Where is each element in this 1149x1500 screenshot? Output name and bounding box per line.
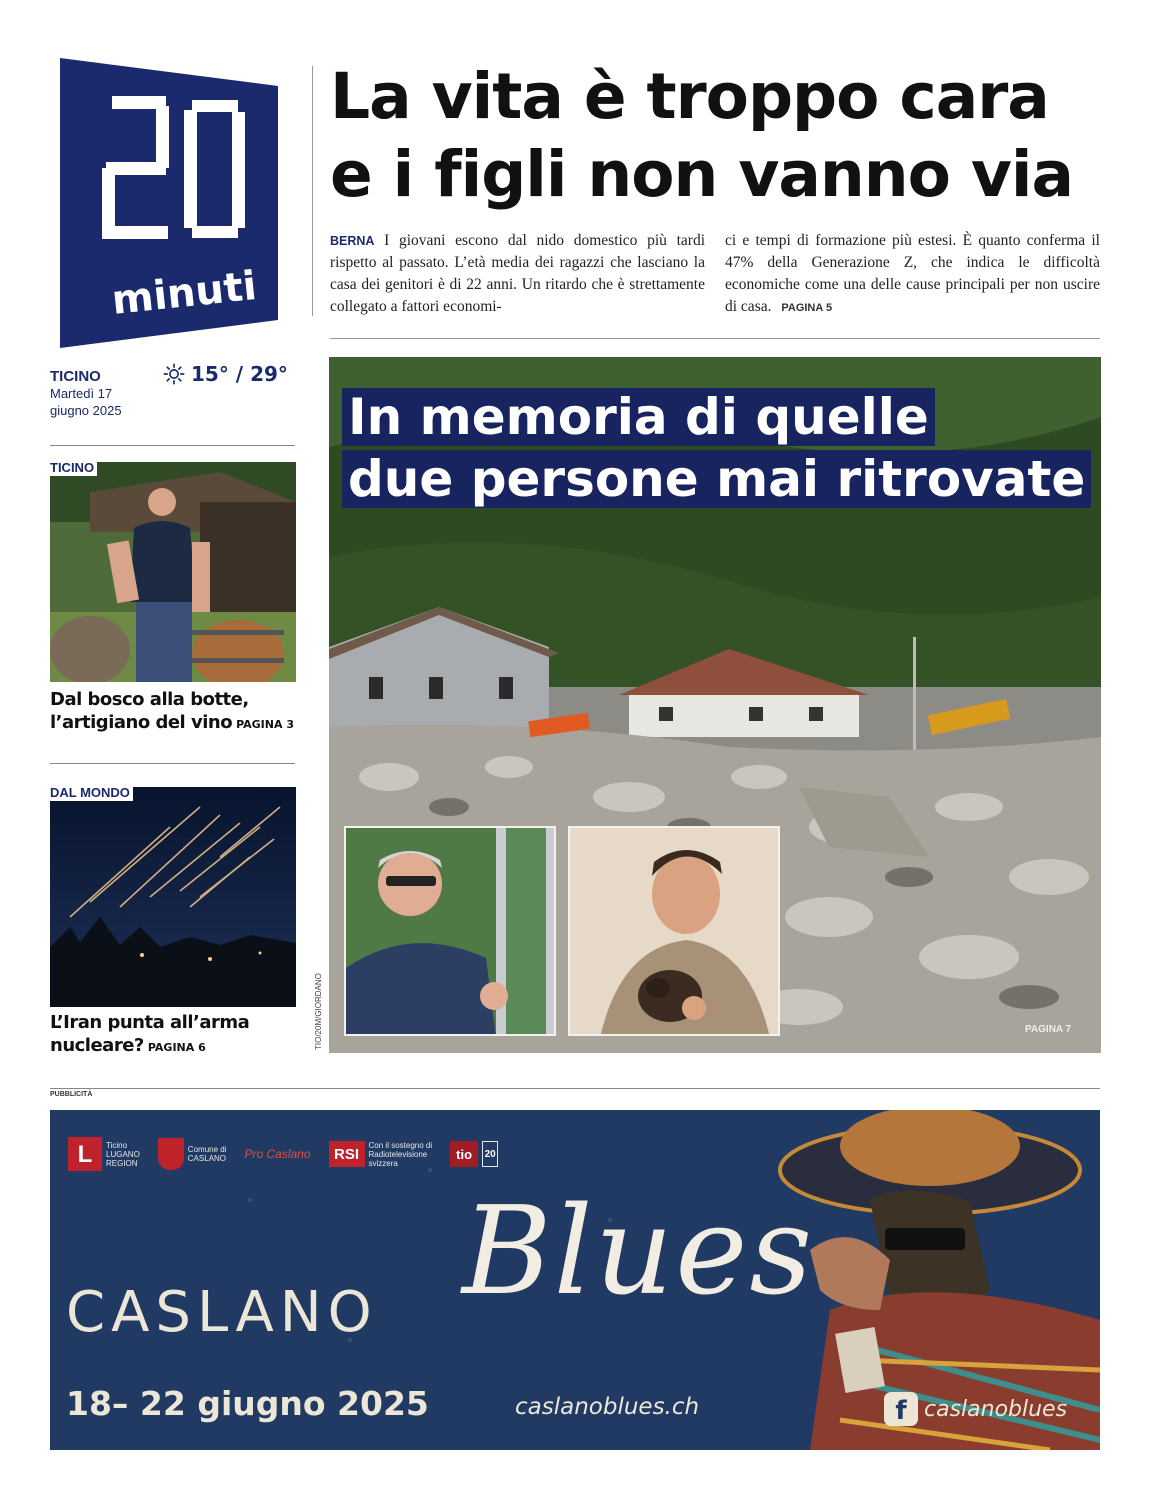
logo-word: minuti [109,263,259,324]
main-story-title[interactable] [342,386,1091,510]
teaser-title-line-2: nucleare? [50,1035,144,1056]
headline-line-1: La vita è troppo cara [330,60,1049,133]
ad-brand-name: CASLANO [66,1280,378,1345]
main-page-ref[interactable]: PAGINA 7 [1025,1024,1072,1035]
teaser-title[interactable] [50,1011,310,1059]
teaser-title-line-2: l’artigiano del vino [50,712,233,733]
rsi-logo: RSI [329,1141,365,1167]
divider [330,338,1100,339]
teaser-world[interactable] [50,785,296,1060]
sponsor-rsi[interactable]: RSI Con il sostegno di Radiotelevisione svizzera [329,1141,433,1168]
lead-column-2 [725,230,1100,319]
lead-text-2: ci e tempi di formazione più estesi. È quanto conferma il 47% della Generazione Z, che indica le difficoltà economiche come una delle cause principali per non uscire di casa. [725,232,1100,315]
divider [50,1088,1100,1089]
main-title-line-2: due persone mai ritrovate [342,450,1091,508]
20-minuti-mini-logo: 20 [482,1141,498,1167]
logo-graphic [60,58,278,348]
headline-line-2: e i figli non vanno via [330,138,1073,211]
pro-caslano-logo: Pro Caslano [244,1146,311,1161]
teaser-tag: TICINO [50,460,97,476]
masthead-logo[interactable] [60,58,278,348]
teaser-title-line-1: L’Iran punta all’arma [50,1012,250,1033]
caslano-crest-icon [158,1138,184,1170]
edition-region: TICINO [50,368,101,385]
ad-facebook-link[interactable] [884,1392,1067,1426]
teaser-title-line-1: Dal bosco alla botte, [50,689,249,710]
teaser-photo-missiles [50,787,296,1007]
lead-text-1: I giovani escono dal nido domestico più tardi rispetto al passato. L’età media dei ragazzi che lasciano la casa dei genitori è di 22 anni. Un ritardo che è strettamente collegato a fattori economi- [330,232,706,315]
divider [50,445,295,446]
sponsor-pro-caslano[interactable] [244,1146,311,1161]
sponsor-lugano-region[interactable]: L Ticino LUGANO REGION [68,1137,140,1171]
edition-date-2: giugno 2025 [50,403,122,418]
missing-person-photo-2 [568,826,780,1036]
facebook-icon: f [884,1392,918,1426]
sponsor-comune-caslano[interactable]: Comune di CASLANO [158,1138,227,1170]
teaser-tag: DAL MONDO [50,785,133,801]
ad-url-link[interactable]: caslanoblues.ch [515,1394,700,1420]
main-title-line-1: In memoria di quelle [342,388,935,446]
teaser-title[interactable] [50,688,310,736]
photo-credit: TIO/20M/GIORDANO [314,973,323,1050]
sponsor-tio-20[interactable] [450,1141,498,1167]
teaser-photo-winemaker [50,462,296,682]
lead-headline[interactable] [330,58,1110,214]
teaser-ticino[interactable] [50,460,296,740]
weather-temps: 15° / 29° [191,362,288,386]
column-divider [312,66,313,316]
teaser-page-ref[interactable]: PAGINA 6 [147,1041,206,1054]
ad-dates: 18– 22 giugno 2025 [66,1384,429,1423]
teaser-page-ref[interactable]: PAGINA 3 [236,718,294,731]
weather[interactable] [163,362,288,386]
lead-body [330,230,1100,319]
sun-icon [163,363,185,385]
edition-info [50,368,122,419]
ad-social-handle: caslanoblues [924,1396,1068,1422]
divider [50,763,295,764]
tio-logo: tio [450,1141,478,1167]
missing-person-photo-1 [344,826,556,1036]
lugano-logo-icon: L [68,1137,102,1171]
ad-script-title: Blues [462,1180,815,1322]
ad-label: PUBBLICITÀ [50,1091,93,1098]
lead-page-ref[interactable]: PAGINA 5 [781,302,833,314]
edition-date-1: Martedì 17 [50,386,113,401]
lead-column-1 [330,230,705,319]
ad-sponsors [68,1132,498,1176]
dateline: BERNA [330,234,375,248]
